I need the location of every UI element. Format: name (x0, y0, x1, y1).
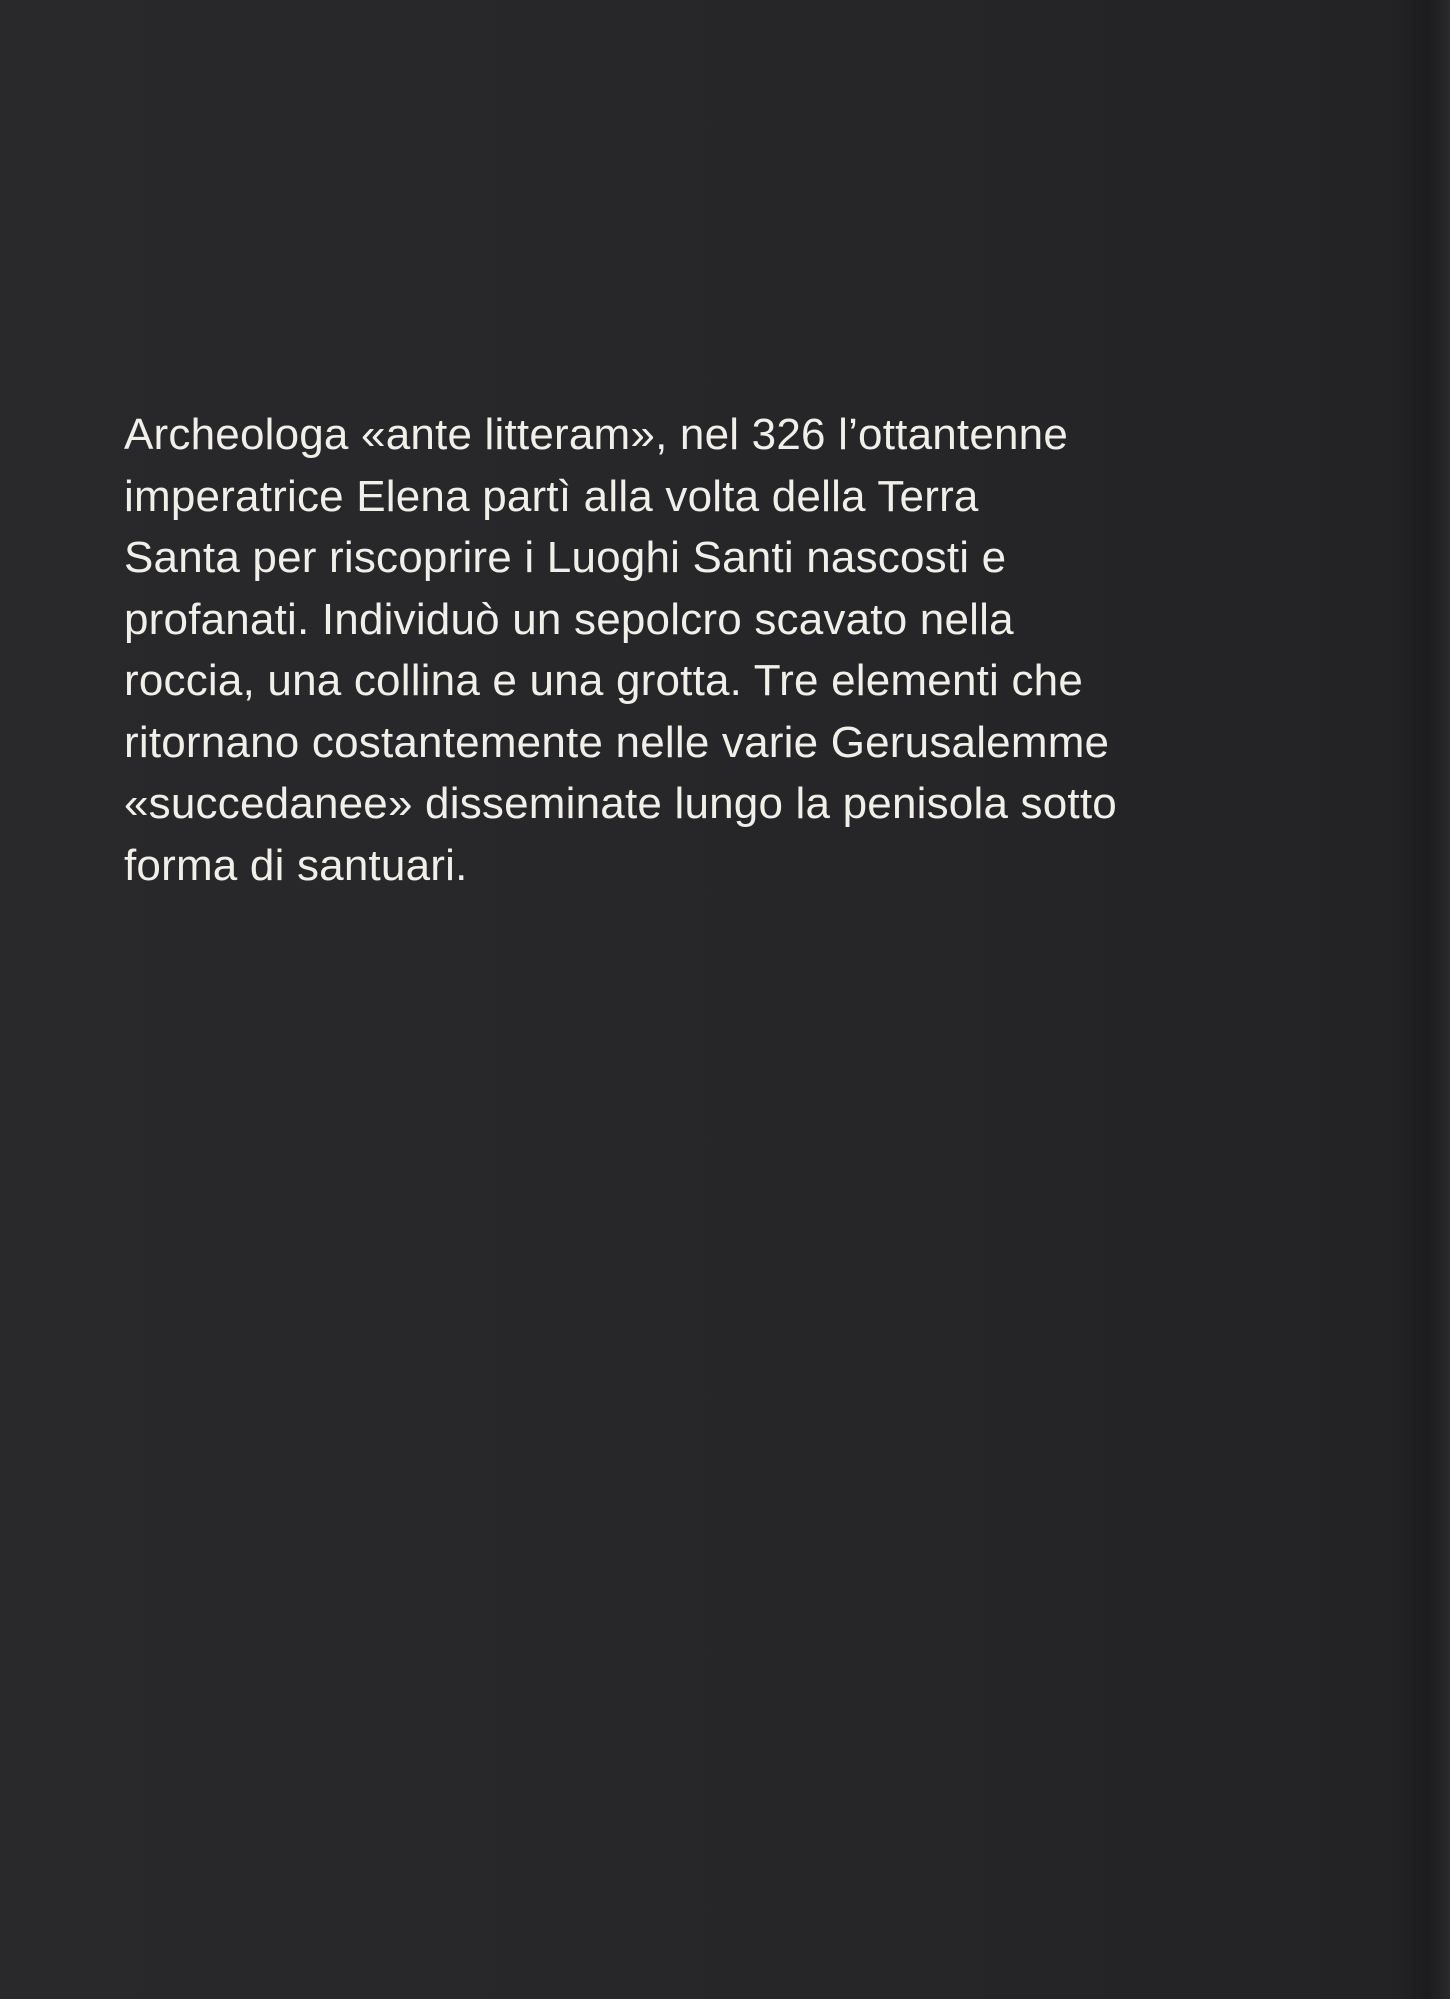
blurb-line: imperatrice Elena partì alla volta della Terra (124, 471, 979, 521)
blurb-text (124, 404, 1117, 896)
blurb-line: profanati. Individuò un sepolcro scavato nella (124, 594, 1014, 644)
blurb-line: «succedanee» disseminate lungo la penisola sotto (124, 779, 1117, 828)
blurb-line: forma di santuari. (124, 840, 468, 890)
blurb-line: Santa per riscoprire i Luoghi Santi nascosti e (124, 533, 1007, 582)
blurb-line: Archeologa «ante litteram», nel 326 l’ottantenne (124, 410, 1069, 459)
blurb-line: roccia, una collina e una grotta. Tre elementi che (124, 656, 1083, 705)
blurb-line: ritornano costantemente nelle varie Gerusalemme (124, 717, 1110, 767)
